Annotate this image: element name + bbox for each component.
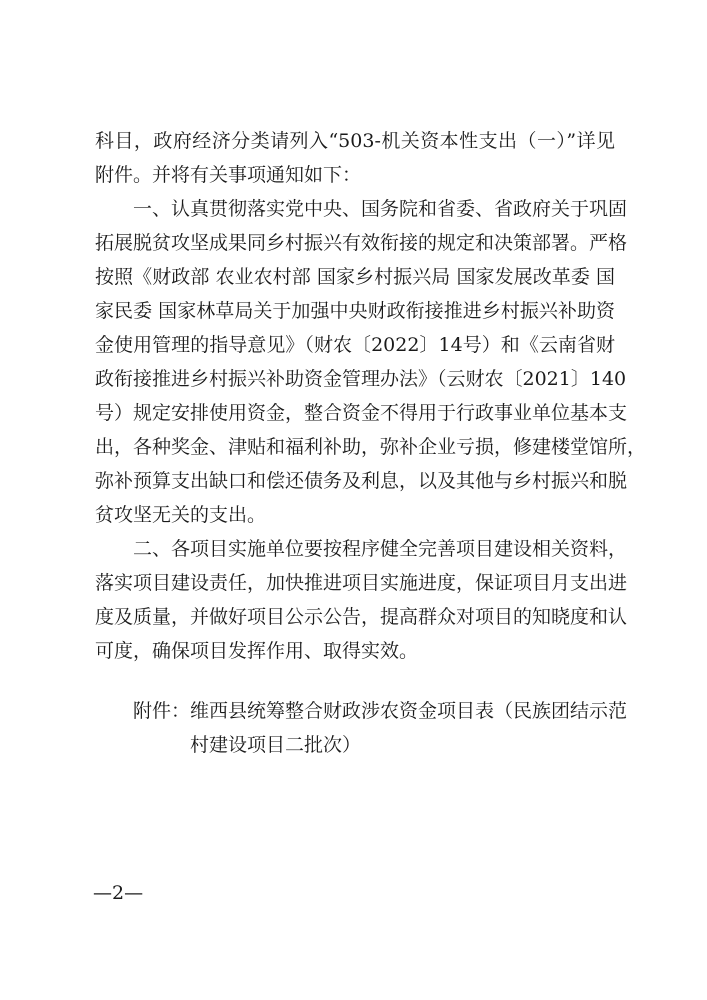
body-line: 二、各项目实施单位要按程序健全完善项目建设相关资料， (95, 538, 628, 560)
body-line: 弥补预算支出缺口和偿还债务及利息，以及其他与乡村振兴和脱 (95, 470, 628, 492)
body-line: 政衔接推进乡村振兴补助资金管理办法》（云财农〔2021〕140 (95, 368, 627, 390)
body-line: 度及质量，并做好项目公示公告，提高群众对项目的知晓度和认 (95, 606, 628, 628)
body-line: 落实项目建设责任，加快推进项目实施进度，保证项目月支出进 (95, 572, 628, 594)
attachment-line-2: 村建设项目二批次） (190, 734, 362, 756)
body-line: 科目，政府经济分类请列入“503-机关资本性支出（一）”详见 (95, 130, 615, 152)
body-line: 按照《财政部 农业农村部 国家乡村振兴局 国家发展改革委 国 (95, 266, 615, 288)
body-line: 出，各种奖金、津贴和福利补助，弥补企业亏损，修建楼堂馆所， (95, 436, 647, 458)
body-line: 号）规定安排使用资金，整合资金不得用于行政事业单位基本支 (95, 402, 628, 424)
body-line: 可度，确保项目发挥作用、取得实效。 (95, 640, 419, 662)
body-line: 贫攻坚无关的支出。 (95, 504, 267, 526)
page-number: —2— (93, 882, 144, 904)
body-line: 一、认真贯彻落实党中央、国务院和省委、省政府关于巩固 (95, 198, 628, 220)
body-line: 家民委 国家林草局关于加强中央财政衔接推进乡村振兴补助资 (95, 300, 615, 322)
body-line: 拓展脱贫攻坚成果同乡村振兴有效衔接的规定和决策部署。严格 (95, 232, 628, 254)
body-line: 金使用管理的指导意见》（财农〔2022〕14号）和《云南省财 (95, 334, 615, 356)
body-line: 附件。并将有关事项通知如下： (95, 164, 362, 186)
attachment-line-1: 附件：维西县统筹整合财政涉农资金项目表（民族团结示范 (133, 700, 628, 722)
